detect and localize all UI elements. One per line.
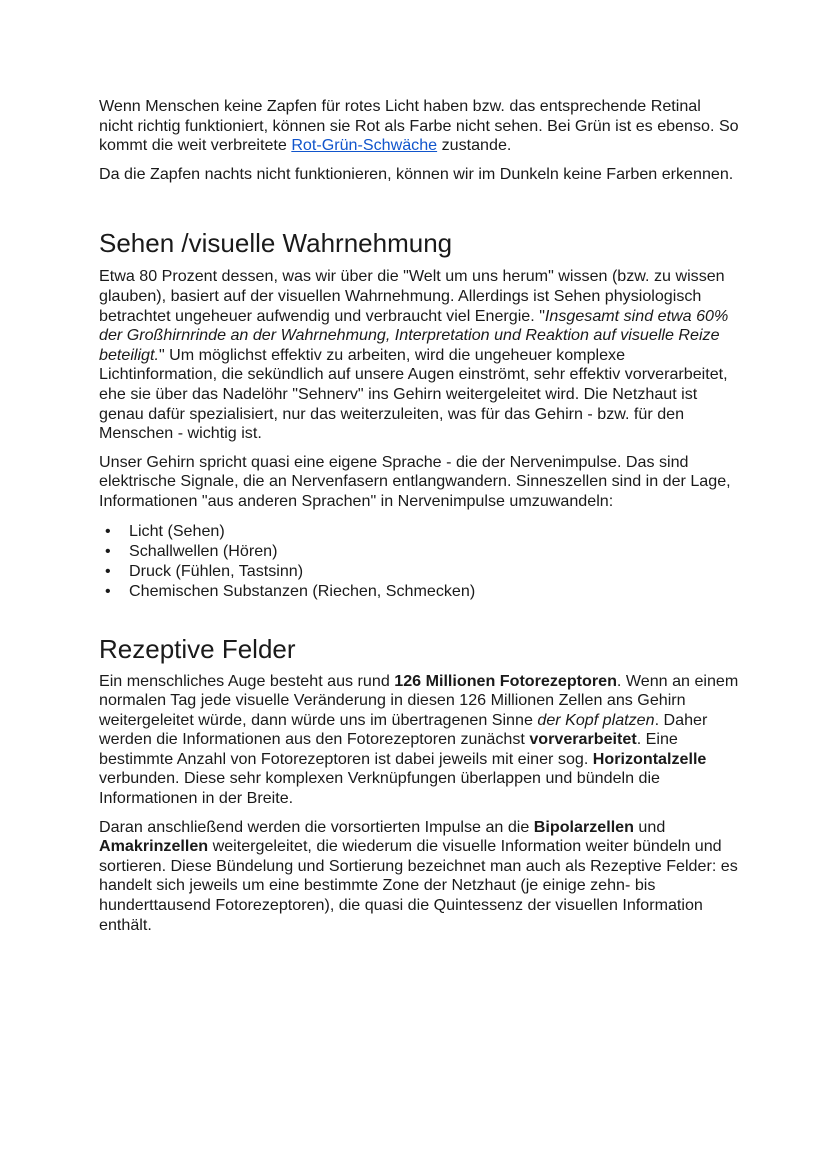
list-item: • Druck (Fühlen, Tastsinn): [129, 561, 739, 581]
rez2-text-c: weitergeleitet, die wiederum die visuelle Information weiter bündeln und sortieren. Diese Bündelung und Sortierung bezeichnet man auch als Rezeptive Felder: es handelt sich jeweils um eine bestimmte Zone der Netzhaut (je einige zehn- bis hunderttausend Fotorezeptoren), die quasi die Quintessenz der visuellen Information enthält.: [99, 837, 738, 934]
rez-bold-vorverarbeitet: vorverarbeitet: [529, 730, 637, 749]
intro-paragraph-2: Da die Zapfen nachts nicht funktionieren, können wir im Dunkeln keine Farben erkennen.: [99, 164, 734, 183]
rez2-text-b: und: [633, 817, 666, 836]
intro-text-b: zustande.: [437, 136, 512, 155]
rez-italic-kopf: der Kopf platzen: [537, 710, 655, 729]
rez-bold-fotorezeptoren: 126 Millionen Fotorezeptoren: [394, 671, 617, 690]
heading-sehen: Sehen /visuelle Wahrnehmung: [99, 228, 453, 259]
document-body: [99, 97, 739, 944]
sehen-paragraph-2: Unser Gehirn spricht quasi eine eigene Sprache - die der Nervenimpulse. Das sind elektrische Signale, die an Nervenfasern entlangwandern. Sinneszellen sind in der Lage, Informationen "aus anderen Sprachen" in Nervenimpulse umzuwandeln:: [99, 452, 731, 510]
sehen-paragraph-1: [99, 267, 739, 443]
list-item: • Chemischen Substanzen (Riechen, Schmecken): [129, 581, 739, 601]
list-item: • Licht (Sehen): [129, 521, 739, 541]
rez-text-e: verbunden. Diese sehr komplexen Verknüpfungen überlappen und bündeln die Informationen in der Breite.: [99, 769, 661, 808]
rez-text-a: Ein menschliches Auge besteht aus rund: [99, 671, 395, 690]
sehen-text-b: " Um möglichst effektiv zu arbeiten, wird die ungeheuer komplexe Lichtinformation, die sekündlich auf unsere Augen einströmt, sehr effektiv vorverarbeitet, ehe sie über das Nadelöhr "Sehnerv" ins Gehirn weitergeleitet wird. Die Netzhaut ist genau dafür spezialisiert, nur das weiterzuleiten, was für das Gehirn - bzw. für den Menschen - wichtig ist.: [99, 345, 728, 443]
rez-text-b: . Wenn an einem normalen Tag jede visuelle Veränderung in diesen 126 Millionen Zellen ans Gehirn weitergeleitet würde, dann würde uns im übertragenen Sinne: [99, 671, 739, 729]
rez-bold-horizontalzelle: Horizontalzelle: [592, 749, 707, 768]
rez-text-c: . Daher werden die Informationen aus den Fotorezeptoren zunächst: [99, 710, 708, 749]
list-item: • Schallwellen (Hören): [129, 541, 739, 561]
rez2-text-a: Daran anschließend werden die vorsortierten Impulse an die: [99, 817, 534, 836]
sinnes-list: [99, 521, 739, 601]
sehen-quote: Insgesamt sind etwa 60% der Großhirnrinde an der Wahrnehmung, Interpretation und Reaktion auf visuelle Reize beteiligt.: [99, 306, 729, 364]
rez-text-d: . Eine bestimmte Anzahl von Fotorezeptoren ist dabei jeweils mit einer sog.: [99, 730, 678, 768]
intro-text-a: Wenn Menschen keine Zapfen für rotes Licht haben bzw. das entsprechende Retinal nicht richtig funktioniert, können sie Rot als Farbe nicht sehen. Bei Grün ist es ebenso. So kommt die weit verbreitete: [99, 97, 739, 155]
rezeptive-paragraph-2: [99, 818, 739, 936]
heading-rezeptive-felder: Rezeptive Felder: [99, 633, 296, 664]
sehen-text-a: Etwa 80 Prozent dessen, was wir über die "Welt um uns herum" wissen (bzw. zu wissen glauben), basiert auf der visuellen Wahrnehmung. Allerdings ist Sehen physiologisch betrachtet ungeheuer aufwendig und verbraucht viel Energie. ": [99, 267, 725, 325]
rot-gruen-schwaeche-link[interactable]: Rot-Grün-Schwäche: [291, 136, 438, 155]
rez2-bold-bipolarzellen: Bipolarzellen: [533, 817, 634, 836]
rez2-bold-amakrinzellen: Amakrinzellen: [99, 837, 209, 856]
intro-paragraph-1: [99, 97, 739, 156]
rezeptive-paragraph-1: [99, 672, 739, 809]
